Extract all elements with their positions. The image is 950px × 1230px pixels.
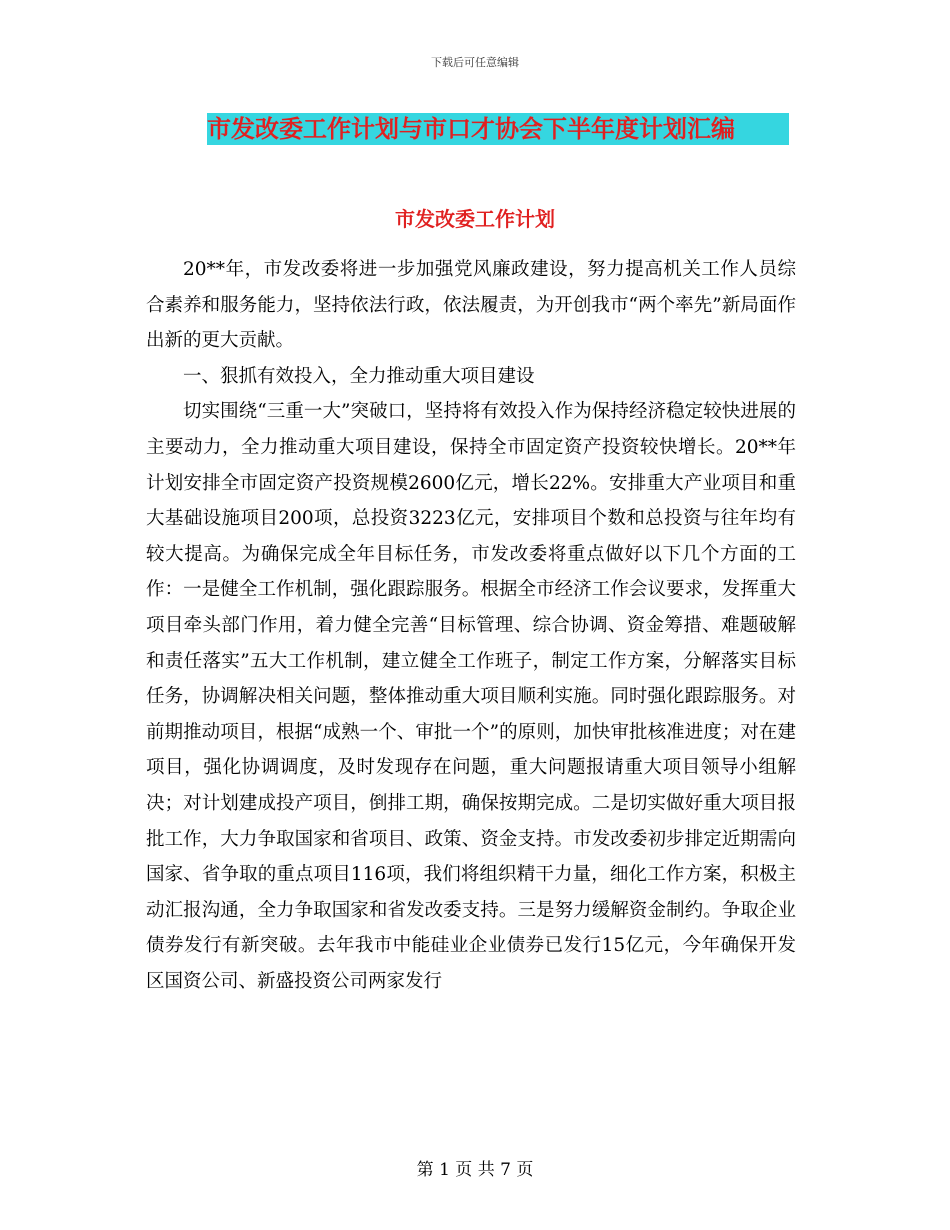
- page-number-footer: 第 1 页 共 7 页: [416, 1160, 534, 1180]
- document-title: 市发改委工作计划与市口才协会下半年度计划汇编: [207, 114, 735, 143]
- document-title-highlight: [207, 113, 789, 145]
- page-header-note: 下载后可任意编辑: [431, 56, 519, 69]
- section-title: 市发改委工作计划: [395, 207, 555, 231]
- paragraph: 20**年，市发改委将进一步加强党风廉政建设，努力提高机关工作人员综合素养和服务能力，坚持依法行政，依法履责，为开创我市“两个率先”新局面作出新的更大贡献。: [146, 259, 796, 352]
- paragraph: 切实围绕“三重一大”突破口，坚持将有效投入作为保持经济稳定较快进展的主要动力，全力推动重大项目建设，保持全市固定资产投资较快增长。20**年计划安排全市固定资产投资规模2600亿元，增长22%。安排重大产业项目和重大基础设施项目200项，总投资3223亿元，安排项目个数和总投资与往年均有较大提高。为确保完成全年目标任务，市发改委将重点做好以下几个方面的工作：一是健全工作机制，强化跟踪服务。根据全市经济工作会议要求，发挥重大项目牵头部门作用，着力健全完善“目标管理、综合协调、资金筹措、难题破解和责任落实”五大工作机制，建立健全工作班子，制定工作方案，分解落实目标任务，协调解决相关问题，整体推动重大项目顺利实施。同时强化跟踪服务。对前期推动项目，根据“成熟一个、审批一个”的原则，加快审批核准进度；对在建项目，强化协调调度，及时发现存在问题，重大问题报请重大项目领导小组解决；对计划建成投产项目，倒排工期，确保按期完成。二是切实做好重大项目报批工作，大力争取国家和省项目、政策、资金支持。市发改委初步排定近期需向国家、省争取的重点项目116项，我们将组织精干力量，细化工作方案，积极主动汇报沟通，全力争取国家和省发改委支持。三是努力缓解资金制约。争取企业债券发行有新突破。去年我市中能硅业企业债券已发行15亿元，今年确保开发区国资公司、新盛投资公司两家发行: [146, 401, 796, 992]
- section-heading: 一、狠抓有效投入，全力推动重大项目建设: [183, 365, 535, 387]
- document-body: [146, 252, 796, 999]
